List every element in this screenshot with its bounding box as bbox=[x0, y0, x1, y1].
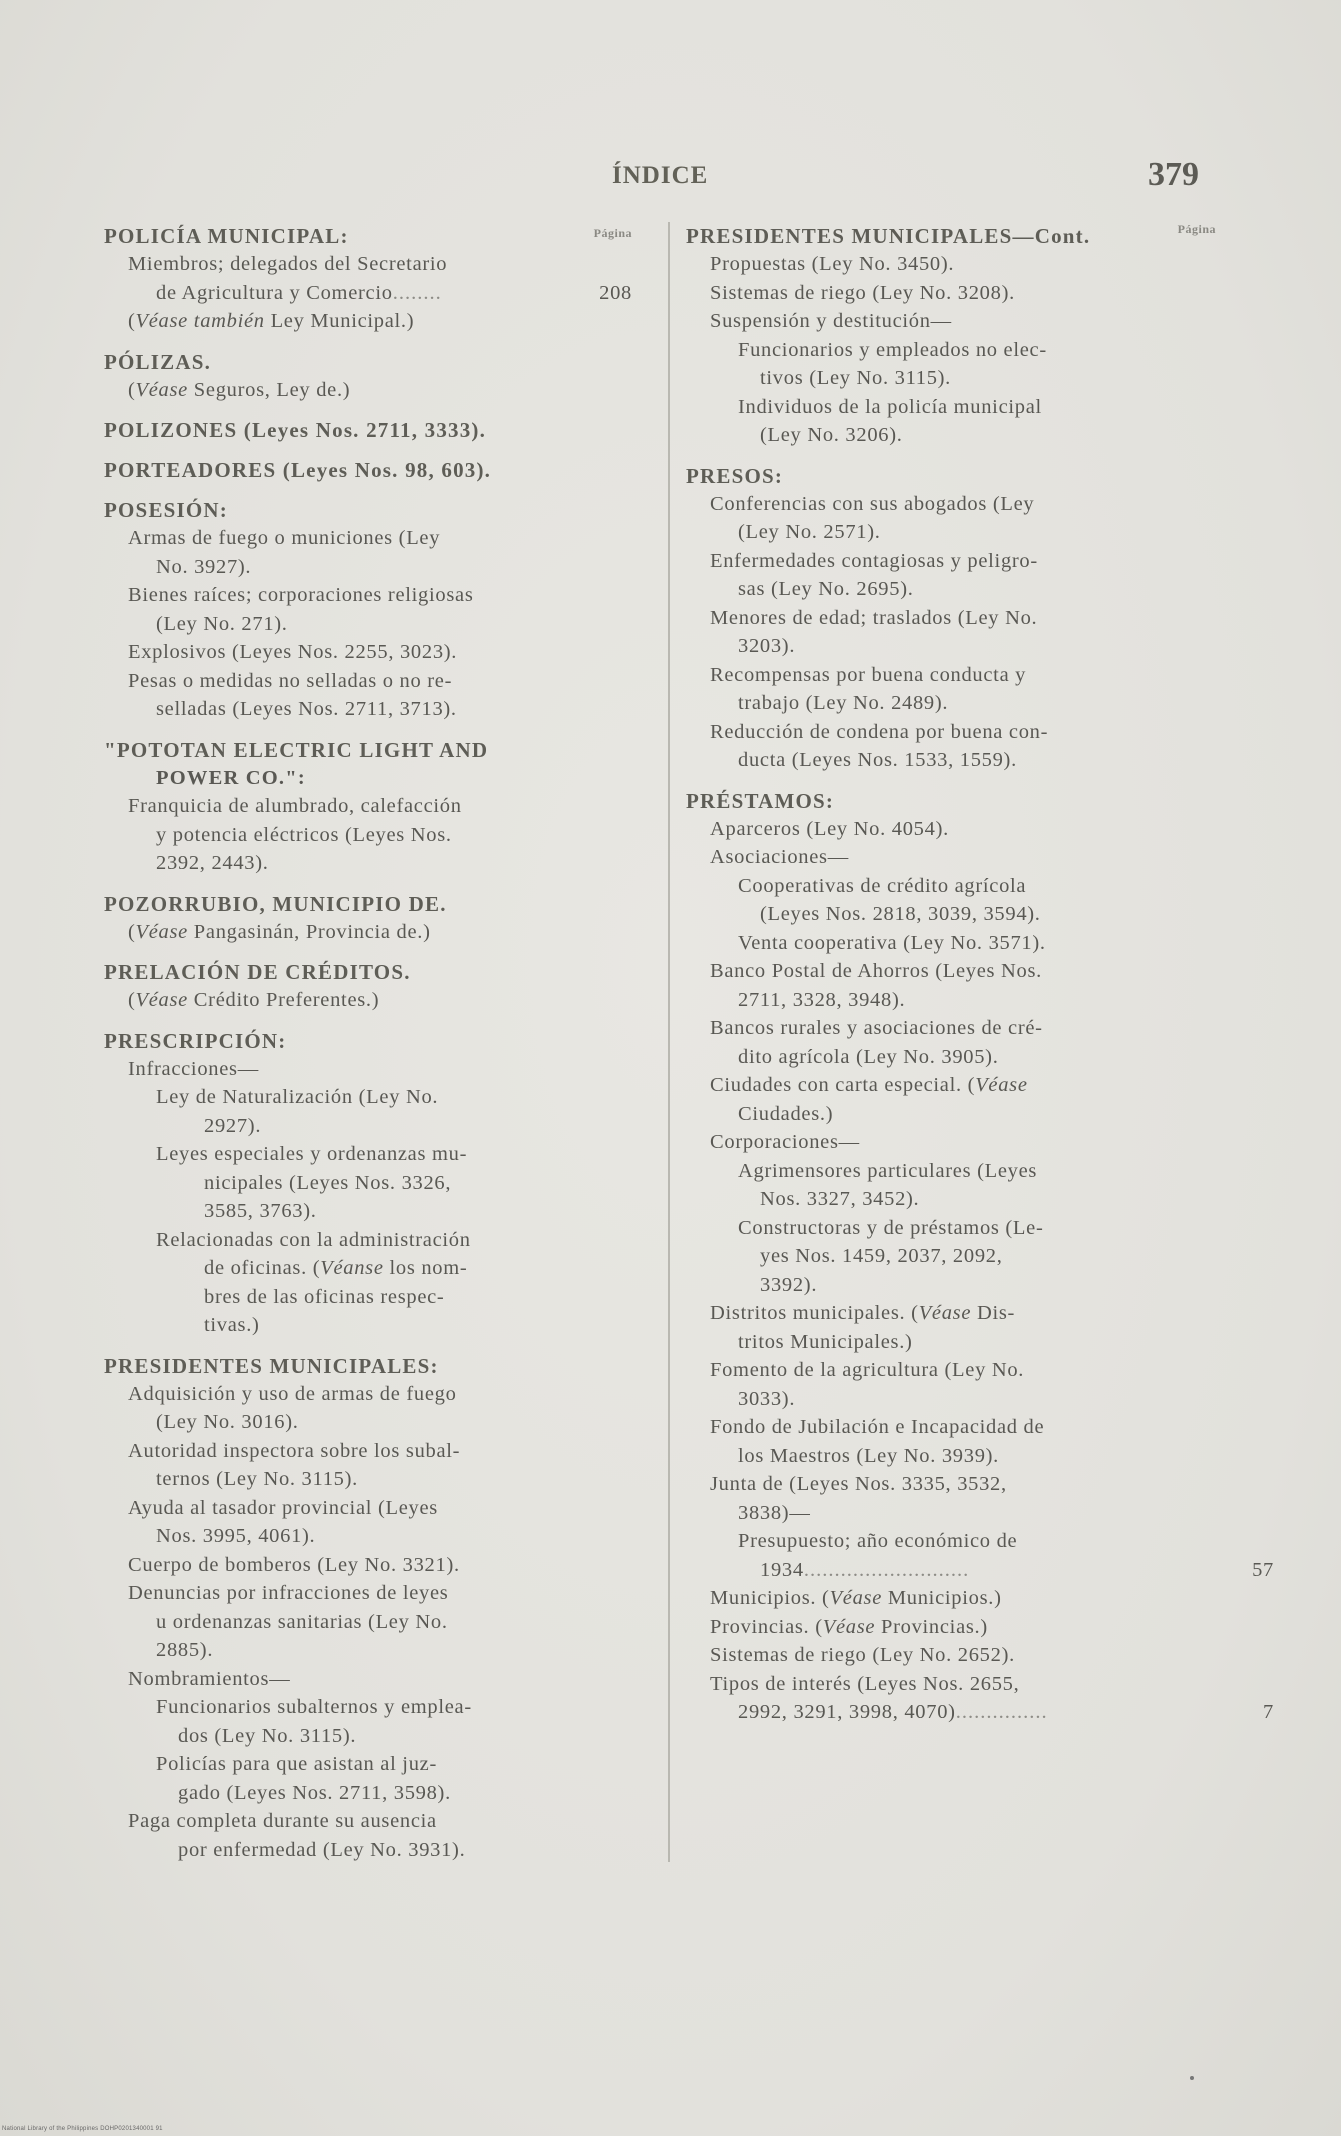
entry-line bbox=[104, 553, 624, 582]
entry-text: trabajo (Ley No. 2489). bbox=[738, 692, 949, 714]
entry-text: 2992, 3291, 3998, 4070) bbox=[738, 1701, 956, 1723]
entry-line bbox=[686, 307, 1216, 336]
page-reference: 208 bbox=[599, 281, 632, 304]
entry-text: Funcionarios subalternos y emplea- bbox=[156, 1696, 472, 1718]
entry-text: 3033). bbox=[738, 1387, 796, 1410]
entry-text: (Véase también Ley Municipal.) bbox=[128, 310, 415, 332]
entry-text: Provincias. (Véase Provincias.) bbox=[710, 1615, 988, 1638]
entry-heading: POLIZONES (Leyes Nos. 2711, 3333). bbox=[104, 418, 487, 442]
entry-text: Autoridad inspectora sobre los subal- bbox=[128, 1439, 461, 1462]
entry-line bbox=[104, 610, 624, 639]
entry-text: Sistemas de riego (Ley No. 2652). bbox=[710, 1644, 1015, 1666]
entry-text: Nos. 3327, 3452). bbox=[760, 1188, 920, 1210]
entry-line bbox=[686, 547, 1216, 576]
entry-line bbox=[686, 746, 1216, 775]
entry-text: Nos. 3995, 4061). bbox=[156, 1525, 316, 1547]
entry-heading: PORTEADORES (Leyes Nos. 98, 603). bbox=[104, 458, 492, 482]
entry-line bbox=[104, 821, 624, 850]
entry-line bbox=[104, 1112, 624, 1141]
entry-line bbox=[686, 986, 1216, 1015]
entry-text: Ayuda al tasador provincial (Leyes bbox=[128, 1496, 438, 1519]
index-entry bbox=[104, 348, 624, 405]
entry-line bbox=[104, 918, 624, 947]
entry-text: Presupuesto; año económico de bbox=[738, 1530, 1018, 1552]
entry-text: sas (Ley No. 2695). bbox=[738, 578, 914, 600]
entry-line bbox=[686, 1499, 1216, 1528]
entry-line bbox=[686, 1356, 1216, 1385]
entry-line bbox=[686, 1328, 1216, 1357]
entry-text: los Maestros (Ley No. 3939). bbox=[738, 1444, 1000, 1467]
entry-text: Recompensas por buena conducta y bbox=[710, 663, 1027, 686]
entry-line bbox=[686, 336, 1216, 365]
entry-line bbox=[104, 250, 624, 279]
entry-text: Municipios. (Véase Municipios.) bbox=[710, 1587, 1002, 1609]
entry-text: Miembros; delegados del Secretario bbox=[128, 253, 448, 275]
entry-text: 1934 bbox=[760, 1558, 804, 1581]
entry-heading: "POTOTAN ELECTRIC LIGHT AND bbox=[104, 737, 489, 762]
column-divider bbox=[668, 222, 670, 1862]
entry-text: Ciudades.) bbox=[738, 1102, 834, 1125]
entry-line bbox=[686, 957, 1216, 986]
index-entry bbox=[104, 958, 624, 1015]
entry-line bbox=[686, 1641, 1216, 1670]
entry-line bbox=[104, 695, 624, 724]
entry-text: tritos Municipales.) bbox=[738, 1330, 913, 1353]
entry-text: Cuerpo de bomberos (Ley No. 3321). bbox=[128, 1553, 460, 1576]
entry-line bbox=[104, 1665, 624, 1694]
index-entry bbox=[104, 222, 632, 336]
leader-dots: ........................... bbox=[803, 1558, 970, 1581]
entry-line bbox=[686, 1271, 1216, 1300]
entry-line bbox=[686, 872, 1216, 901]
entry-line bbox=[686, 604, 1216, 633]
entry-line bbox=[686, 1613, 1216, 1642]
entry-text: Agrimensores particulares (Leyes bbox=[738, 1159, 1038, 1182]
entry-line bbox=[686, 843, 1216, 872]
entry-text: Infracciones— bbox=[128, 1057, 259, 1080]
leader-dots: ........ bbox=[392, 281, 442, 304]
entry-text: y potencia eléctricos (Leyes Nos. bbox=[156, 823, 452, 846]
entry-text: No. 3927). bbox=[156, 555, 252, 578]
entry-heading: POSESIÓN: bbox=[104, 498, 228, 522]
entry-text: (Ley No. 271). bbox=[156, 612, 288, 635]
entry-text: 2392, 2443). bbox=[156, 852, 269, 874]
scan-footer: National Library of the Philippines DOHP0201340001 91 bbox=[2, 2126, 163, 2132]
entry-text: Corporaciones— bbox=[710, 1131, 860, 1153]
entry-line bbox=[686, 929, 1216, 958]
entry-line bbox=[686, 1128, 1216, 1157]
entry-text: (Ley No. 2571). bbox=[738, 521, 881, 543]
entry-line bbox=[686, 393, 1216, 422]
entry-line bbox=[686, 1442, 1216, 1471]
entry-line bbox=[104, 1608, 624, 1637]
entry-text: Individuos de la policía municipal bbox=[738, 395, 1042, 418]
entry-line bbox=[686, 900, 1216, 929]
entry-line bbox=[104, 376, 624, 405]
entry-line bbox=[104, 1311, 624, 1340]
entry-line bbox=[686, 490, 1216, 519]
entry-line bbox=[104, 1197, 624, 1226]
entry-text: Reducción de condena por buena con- bbox=[710, 720, 1049, 743]
entry-line bbox=[686, 1214, 1216, 1243]
entry-text: nicipales (Leyes Nos. 3326, bbox=[204, 1171, 452, 1194]
entry-text: Banco Postal de Ahorros (Leyes Nos. bbox=[710, 960, 1042, 982]
index-entry bbox=[104, 1352, 624, 1865]
entry-line bbox=[104, 638, 624, 667]
entry-text: 2711, 3328, 3948). bbox=[738, 988, 906, 1011]
index-entry bbox=[104, 416, 624, 444]
entry-line bbox=[104, 1494, 624, 1523]
entry-line bbox=[104, 1579, 624, 1608]
page-reference: 7 bbox=[1263, 1701, 1274, 1723]
entry-text: por enfermedad (Ley No. 3931). bbox=[178, 1838, 466, 1861]
entry-line bbox=[104, 1807, 624, 1836]
entry-text: Policías para que asistan al juz- bbox=[156, 1753, 437, 1775]
index-entry bbox=[686, 787, 1274, 1727]
entry-line bbox=[686, 1043, 1216, 1072]
entry-heading: PRESOS: bbox=[686, 463, 784, 488]
entry-text: (Ley No. 3016). bbox=[156, 1411, 299, 1433]
index-entry bbox=[104, 496, 624, 724]
entry-text: yes Nos. 1459, 2037, 2092, bbox=[760, 1245, 1003, 1267]
entry-line bbox=[686, 1413, 1216, 1442]
entry-text: Aparceros (Ley No. 4054). bbox=[710, 817, 949, 840]
entry-line bbox=[686, 1100, 1216, 1129]
entry-line bbox=[686, 1071, 1216, 1100]
entry-text: (Véase Seguros, Ley de.) bbox=[128, 378, 351, 401]
entry-line bbox=[686, 421, 1216, 450]
entry-line bbox=[104, 1408, 624, 1437]
entry-line bbox=[686, 689, 1216, 718]
entry-line bbox=[104, 1083, 624, 1112]
entry-line bbox=[104, 1750, 624, 1779]
pagina-label-right: Página bbox=[1177, 222, 1216, 236]
entry-line bbox=[104, 667, 624, 696]
entry-text: 2927). bbox=[204, 1114, 262, 1137]
entry-line bbox=[104, 524, 624, 553]
entry-line bbox=[104, 764, 624, 793]
entry-text: Asociaciones— bbox=[710, 846, 849, 868]
entry-line bbox=[686, 279, 1216, 308]
leader-dots: ............... bbox=[955, 1701, 1048, 1723]
entry-text: gado (Leyes Nos. 2711, 3598). bbox=[178, 1781, 451, 1804]
left-column bbox=[104, 222, 632, 1876]
entry-text: (Véase Pangasinán, Provincia de.) bbox=[128, 920, 431, 943]
entry-text: Funcionarios y empleados no elec- bbox=[738, 338, 1047, 361]
entry-text: Paga completa durante su ausencia bbox=[128, 1810, 437, 1832]
entry-line bbox=[686, 1157, 1216, 1186]
entry-line bbox=[686, 661, 1216, 690]
entry-text: Fondo de Jubilación e Incapacidad de bbox=[710, 1416, 1045, 1438]
entry-line bbox=[104, 581, 624, 610]
index-entry bbox=[686, 462, 1216, 775]
entry-text: Relacionadas con la administración bbox=[156, 1228, 471, 1251]
entry-text: 3203). bbox=[738, 635, 796, 657]
entry-heading: POZORRUBIO, MUNICIPIO DE. bbox=[104, 891, 447, 916]
entry-text: Ley de Naturalización (Ley No. bbox=[156, 1086, 439, 1108]
entry-text: de Agricultura y Comercio bbox=[156, 281, 393, 304]
entry-text: Sistemas de riego (Ley No. 3208). bbox=[710, 281, 1015, 304]
entry-text: 2885). bbox=[156, 1639, 214, 1661]
entry-text: Suspensión y destitución— bbox=[710, 310, 952, 332]
entry-text: bres de las oficinas respec- bbox=[204, 1285, 445, 1308]
entry-line bbox=[104, 792, 624, 821]
index-entry bbox=[686, 222, 1216, 450]
entry-line bbox=[686, 1242, 1216, 1271]
entry-line bbox=[686, 632, 1216, 661]
entry-text: Adquisición y uso de armas de fuego bbox=[128, 1382, 457, 1405]
entry-text: Explosivos (Leyes Nos. 2255, 3023). bbox=[128, 641, 458, 663]
entry-line bbox=[686, 1584, 1216, 1613]
entry-text: Cooperativas de crédito agrícola bbox=[738, 874, 1027, 897]
entry-text: (Ley No. 3206). bbox=[760, 424, 903, 446]
entry-text: ternos (Ley No. 3115). bbox=[156, 1468, 358, 1490]
entry-line bbox=[686, 1014, 1216, 1043]
page-reference: 57 bbox=[1252, 1558, 1274, 1581]
entry-line bbox=[686, 1185, 1216, 1214]
entry-text: Constructoras y de préstamos (Le- bbox=[738, 1216, 1044, 1239]
entry-line bbox=[686, 575, 1216, 604]
entry-line bbox=[104, 1055, 624, 1084]
entry-text: dos (Ley No. 3115). bbox=[178, 1724, 357, 1747]
entry-text: 3838)— bbox=[738, 1501, 811, 1524]
entry-text: de oficinas. (Véanse los nom- bbox=[204, 1257, 468, 1279]
entry-text: tivos (Ley No. 3115). bbox=[760, 367, 952, 389]
paper-speck bbox=[1190, 2076, 1194, 2080]
right-column bbox=[686, 222, 1274, 1739]
entry-line bbox=[104, 1283, 624, 1312]
entry-text: Venta cooperativa (Ley No. 3571). bbox=[738, 931, 1046, 954]
entry-line bbox=[104, 1140, 624, 1169]
entry-line bbox=[686, 1527, 1216, 1556]
entry-text: Armas de fuego o municiones (Ley bbox=[128, 527, 441, 549]
entry-text: Ciudades con carta especial. (Véase bbox=[710, 1074, 1028, 1096]
entry-text: selladas (Leyes Nos. 2711, 3713). bbox=[156, 698, 457, 720]
index-entry bbox=[104, 736, 624, 878]
entry-heading: PRESCRIPCIÓN: bbox=[104, 1028, 287, 1053]
entry-line bbox=[104, 1380, 624, 1409]
entry-text: POWER CO.": bbox=[156, 766, 306, 789]
entry-text: ducta (Leyes Nos. 1533, 1559). bbox=[738, 749, 1017, 771]
pagina-label-left: Página bbox=[593, 226, 632, 240]
entry-line bbox=[104, 1836, 624, 1865]
entry-line bbox=[104, 1693, 624, 1722]
entry-line bbox=[686, 815, 1216, 844]
entry-text: 3392). bbox=[760, 1273, 818, 1296]
entry-text: Menores de edad; traslados (Ley No. bbox=[710, 606, 1038, 629]
entry-line bbox=[104, 849, 624, 878]
entry-heading: PRELACIÓN DE CRÉDITOS. bbox=[104, 960, 411, 984]
entry-heading: POLICÍA MUNICIPAL: bbox=[104, 224, 349, 248]
entry-line bbox=[686, 1670, 1216, 1699]
entry-heading: PRESIDENTES MUNICIPALES—Cont. bbox=[686, 224, 1091, 248]
entry-heading: PRESIDENTES MUNICIPALES: bbox=[104, 1353, 439, 1378]
entry-line bbox=[686, 518, 1216, 547]
entry-heading: PRÉSTAMOS: bbox=[686, 788, 835, 813]
entry-line bbox=[104, 1437, 624, 1466]
index-entry bbox=[104, 456, 624, 484]
entry-line bbox=[104, 1226, 624, 1255]
entry-text: Bienes raíces; corporaciones religiosas bbox=[128, 584, 474, 606]
entry-line bbox=[104, 279, 632, 308]
entry-line bbox=[686, 364, 1216, 393]
running-head bbox=[0, 156, 1341, 196]
entry-line bbox=[104, 986, 624, 1015]
entry-line bbox=[104, 1779, 624, 1808]
entry-text: Distritos municipales. (Véase Dis- bbox=[710, 1302, 1016, 1324]
entry-line bbox=[686, 250, 1216, 279]
entry-text: Franquicia de alumbrado, calefacción bbox=[128, 795, 462, 817]
entry-line bbox=[686, 1385, 1216, 1414]
entry-line bbox=[104, 1722, 624, 1751]
entry-heading: PÓLIZAS. bbox=[104, 349, 212, 374]
entry-text: Nombramientos— bbox=[128, 1667, 291, 1690]
entry-line bbox=[686, 718, 1216, 747]
entry-line bbox=[104, 1254, 624, 1283]
entry-line bbox=[104, 307, 624, 336]
page-number: 379 bbox=[1148, 156, 1199, 193]
entry-line bbox=[686, 1556, 1274, 1585]
entry-line bbox=[104, 1465, 624, 1494]
entry-text: Bancos rurales y asociaciones de cré- bbox=[710, 1017, 1043, 1039]
entry-text: Leyes especiales y ordenanzas mu- bbox=[156, 1143, 468, 1165]
entry-line bbox=[686, 1698, 1274, 1727]
entry-text: Tipos de interés (Leyes Nos. 2655, bbox=[710, 1672, 1020, 1695]
entry-line bbox=[686, 1470, 1216, 1499]
page-title: ÍNDICE bbox=[612, 162, 709, 189]
entry-line bbox=[104, 1551, 624, 1580]
entry-text: Propuestas (Ley No. 3450). bbox=[710, 253, 955, 275]
entry-text: Enfermedades contagiosas y peligro- bbox=[710, 549, 1038, 572]
entry-line bbox=[686, 1299, 1216, 1328]
entry-text: dito agrícola (Ley No. 3905). bbox=[738, 1045, 999, 1068]
entry-line bbox=[104, 1169, 624, 1198]
entry-text: Fomento de la agricultura (Ley No. bbox=[710, 1359, 1025, 1381]
index-entry bbox=[104, 890, 624, 947]
entry-text: (Leyes Nos. 2818, 3039, 3594). bbox=[760, 903, 1041, 925]
entry-text: 3585, 3763). bbox=[204, 1200, 317, 1222]
entry-text: Junta de (Leyes Nos. 3335, 3532, bbox=[710, 1473, 1007, 1495]
entry-text: tivas.) bbox=[204, 1314, 260, 1336]
entry-text: Denuncias por infracciones de leyes bbox=[128, 1582, 449, 1604]
entry-text: Conferencias con sus abogados (Ley bbox=[710, 492, 1035, 515]
entry-text: u ordenanzas sanitarias (Ley No. bbox=[156, 1610, 448, 1633]
index-entry bbox=[104, 1027, 624, 1340]
entry-text: Pesas o medidas no selladas o no re- bbox=[128, 669, 453, 692]
entry-text: (Véase Crédito Preferentes.) bbox=[128, 989, 380, 1011]
entry-line bbox=[104, 1522, 624, 1551]
entry-line bbox=[104, 1636, 624, 1665]
